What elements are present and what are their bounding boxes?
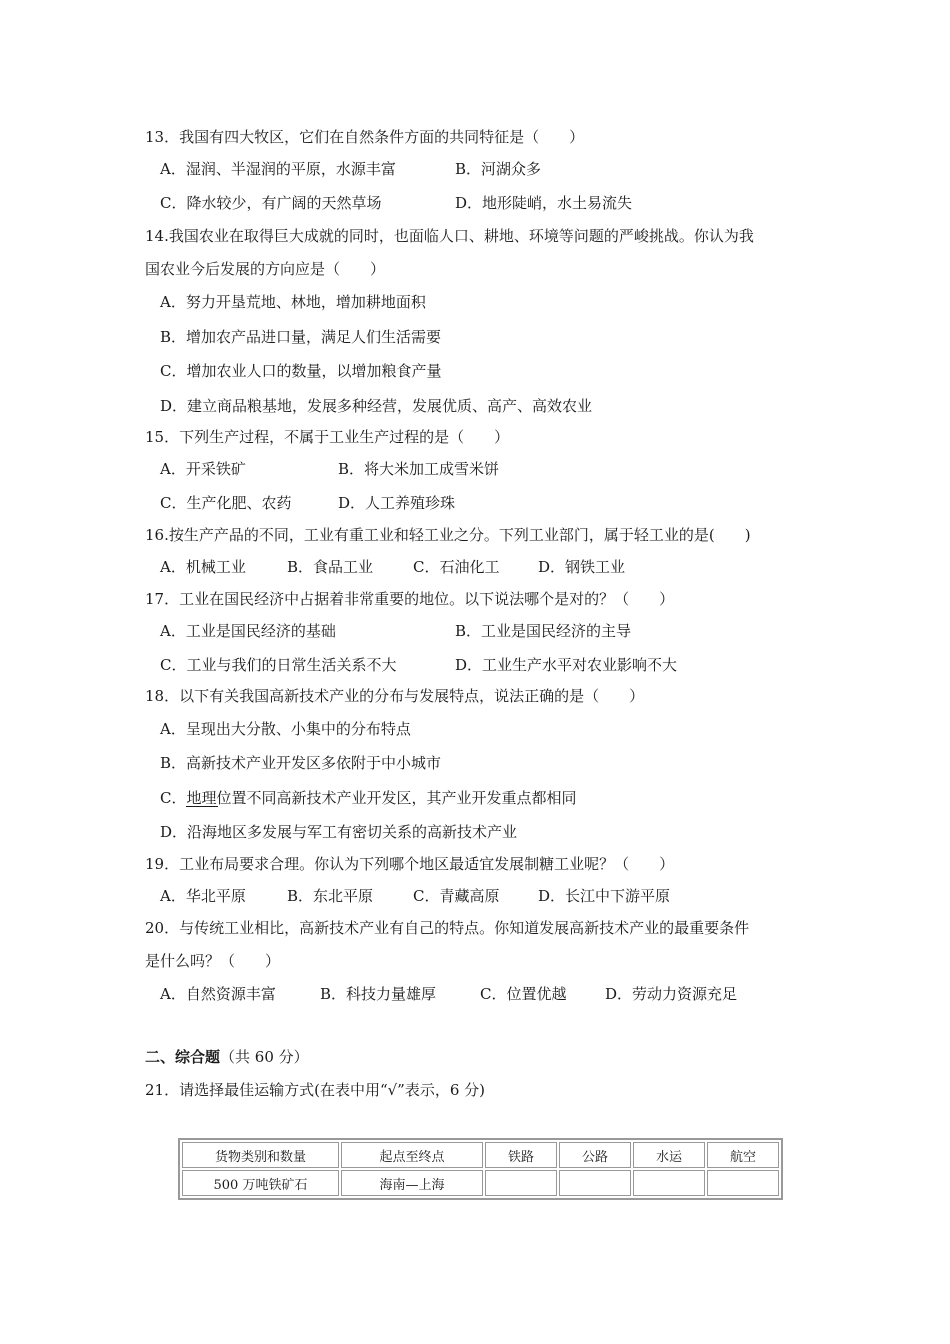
question-17-option-d: D．工业生产水平对农业影响不大	[455, 656, 678, 674]
question-20-option-c: C．位置优越	[480, 985, 567, 1003]
question-18-option-d: D．沿海地区多发展与军工有密切关系的高新技术产业	[160, 823, 518, 841]
question-19-option-a: A．华北平原	[160, 887, 246, 905]
question-16-option-d: D．钢铁工业	[538, 558, 626, 576]
question-16-option-b: B．食品工业	[287, 558, 374, 576]
table-row	[182, 1170, 779, 1196]
section-2-title: 二、综合题	[145, 1048, 221, 1066]
question-16-option-c: C．石油化工	[413, 558, 500, 576]
question-15-option-b: B．将大米加工成雪米饼	[338, 460, 500, 478]
question-13-option-a: A．湿润、半湿润的平原，水源丰富	[160, 160, 396, 178]
question-15-stem: 15．下列生产过程，不属于工业生产过程的是（ ）	[145, 428, 510, 446]
question-14-stem-line-1: 14.我国农业在取得巨大成就的同时，也面临人口、耕地、环境等问题的严峻挑战。你认为我	[145, 227, 754, 245]
question-17-option-a: A．工业是国民经济的基础	[160, 622, 336, 640]
question-16-option-a: A．机械工业	[160, 558, 246, 576]
table-header-cell: 铁路	[485, 1142, 557, 1168]
question-20-option-a: A．自然资源丰富	[160, 985, 276, 1003]
question-21-stem: 21．请选择最佳运输方式(在表中用“√”表示，6 分)	[145, 1081, 485, 1099]
question-19-option-d: D．长江中下游平原	[538, 887, 671, 905]
section-2-heading	[145, 1047, 309, 1067]
question-13-option-d: D．地形陡峭，水土易流失	[455, 194, 633, 212]
table-cell: 海南—上海	[341, 1170, 483, 1196]
table-cell	[485, 1170, 557, 1196]
table-header-cell: 起点至终点	[341, 1142, 483, 1168]
question-19-option-c: C．青藏高原	[413, 887, 500, 905]
question-20-option-d: D．劳动力资源充足	[605, 985, 738, 1003]
question-14-option-d: D．建立商品粮基地，发展多种经营，发展优质、高产、高效农业	[160, 397, 593, 415]
question-15-option-c: C．生产化肥、农药	[160, 494, 292, 512]
question-19-option-b: B．东北平原	[287, 887, 374, 905]
table-header-row	[182, 1142, 779, 1168]
question-20-option-b: B．科技力量雄厚	[320, 985, 437, 1003]
table-header-cell: 货物类别和数量	[182, 1142, 339, 1168]
underline-mark	[186, 806, 218, 807]
table-header-cell: 公路	[559, 1142, 631, 1168]
question-19-stem: 19．工业布局要求合理。你认为下列哪个地区最适宜发展制糖工业呢？（ ）	[145, 855, 675, 873]
question-17-option-b: B．工业是国民经济的主导	[455, 622, 632, 640]
question-16-stem: 16.按生产产品的不同，工业有重工业和轻工业之分。下列工业部门，属于轻工业的是( )	[145, 526, 751, 544]
transport-table	[178, 1138, 783, 1200]
question-15-option-a: A．开采铁矿	[160, 460, 246, 478]
question-18-option-a: A．呈现出大分散、小集中的分布特点	[160, 720, 411, 738]
question-13-option-c: C．降水较少，有广阔的天然草场	[160, 194, 382, 212]
table-cell: 500 万吨铁矿石	[182, 1170, 339, 1196]
question-15-option-d: D．人工养殖珍珠	[338, 494, 456, 512]
table-header-cell: 水运	[633, 1142, 705, 1168]
table-cell	[559, 1170, 631, 1196]
question-14-option-b: B．增加农产品进口量，满足人们生活需要	[160, 328, 442, 346]
table-cell	[707, 1170, 779, 1196]
question-20-stem-line-1: 20．与传统工业相比，高新技术产业有自己的特点。你知道发展高新技术产业的最重要条件	[145, 919, 750, 937]
question-13-option-b: B．河湖众多	[455, 160, 542, 178]
table-header-cell: 航空	[707, 1142, 779, 1168]
question-14-stem-line-2: 国农业今后发展的方向应是（ ）	[145, 260, 386, 278]
question-17-stem: 17．工业在国民经济中占据着非常重要的地位。以下说法哪个是对的？（ ）	[145, 590, 675, 608]
question-13-stem: 13．我国有四大牧区，它们在自然条件方面的共同特征是（ ）	[145, 128, 585, 146]
question-14-option-a: A．努力开垦荒地、林地，增加耕地面积	[160, 293, 426, 311]
question-17-option-c: C．工业与我们的日常生活关系不大	[160, 656, 397, 674]
section-2-note: （共 60 分）	[220, 1048, 309, 1066]
question-20-stem-line-2: 是什么吗？（ ）	[145, 952, 281, 970]
question-18-option-c: C．地理位置不同高新技术产业开发区，其产业开发重点都相同	[160, 789, 577, 807]
question-14-option-c: C．增加农业人口的数量，以增加粮食产量	[160, 362, 442, 380]
table-cell	[633, 1170, 705, 1196]
question-18-stem: 18．以下有关我国高新技术产业的分布与发展特点，说法正确的是（ ）	[145, 687, 645, 705]
question-18-option-b: B．高新技术产业开发区多依附于中小城市	[160, 754, 442, 772]
